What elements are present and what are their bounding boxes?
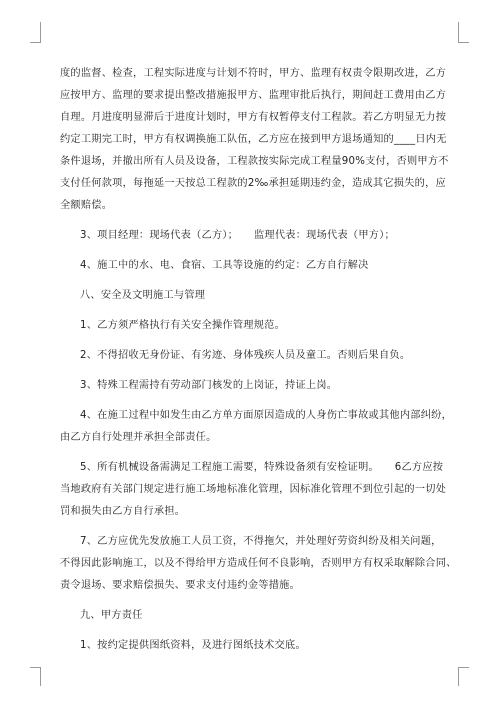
- section-heading-party-a: 九、甲方责任: [80, 610, 143, 621]
- crop-mark-bottom-left: [30, 667, 41, 686]
- text-line: 自理。月进度明显滞后于进度计划时，甲方有权暂停支付工程款。若乙方明显无力按: [60, 112, 447, 123]
- text-line: 4、在施工过程中如发生由乙方单方面原因造成的人身伤亡事故或其他内部纠纷，: [80, 410, 453, 421]
- text-line: 当地政府有关部门规定进行施工场地标准化管理，因标准化管理不到位引起的一切处: [60, 484, 447, 495]
- section-heading-safety: 八、安全及文明施工与管理: [80, 290, 206, 301]
- text-line: 由乙方自行处理并承担全部责任。: [60, 432, 217, 443]
- text-line: 支付任何款项，每拖延一天按总工程款的2‰承担延期违约金，造成其它损失的，应: [60, 178, 446, 189]
- safety-item-2: 2、不得招收无身份证、有劣迹、身体残疾人员及童工。否则后果自负。: [80, 350, 411, 361]
- safety-item-3: 3、特殊工程需持有劳动部门核发的上岗证，持证上岗。: [80, 380, 338, 391]
- crop-mark-top-left: [30, 22, 41, 43]
- party-a-item-1: 1、按约定提供图纸资料，及进行图纸技术交底。: [80, 640, 306, 651]
- safety-item-7: [60, 531, 457, 597]
- item-utilities: 4、施工中的水、电、食宿、工具等设施的约定：乙方自行解决: [80, 260, 369, 271]
- text-line: 全额赔偿。: [60, 200, 113, 211]
- item-project-manager: 3、项目经理：现场代表（乙方）； 监理代表：现场代表（甲方）；: [80, 230, 395, 241]
- text-line: 5、所有机械设备需满足工程施工需要，特殊设备须有安检证明。 6乙方应按: [80, 462, 444, 473]
- text-line: 度的监督、检查，工程实际进度与计划不符时，甲方、监理有权责令限期改进，乙方: [60, 68, 447, 79]
- text-line: 条件退场，并撤出所有人员及设备，工程款按实际完成工程量90%支付，否则甲方不: [60, 156, 449, 167]
- text-line: 7、乙方应优先发放施工人员工资，不得拖欠，并处理好劳资纠纷及相关问题，: [80, 536, 442, 547]
- crop-mark-top-right: [458, 22, 469, 43]
- text-line: 不得因此影响施工，以及不得给甲方造成任何不良影响，否则甲方有权采取解除合同、: [60, 558, 457, 569]
- safety-item-4: [60, 405, 453, 449]
- document-page: [60, 63, 457, 657]
- text-line: 罚和损失由乙方自行承担。: [60, 506, 186, 517]
- text-line: 应按甲方、监理的要求提出整改措施报甲方、监理审批后执行，期间赶工费用由乙方: [60, 90, 447, 101]
- text-line: 约定工期完工时，甲方有权调换施工队伍，乙方应在接到甲方退场通知的____日内无: [60, 134, 447, 145]
- text-line: 责令退场、要求赔偿损失、要求支付违约金等措施。: [60, 580, 301, 591]
- paragraph-schedule-control: [60, 63, 449, 217]
- crop-mark-bottom-right: [458, 667, 469, 686]
- safety-item-1: 1、乙方须严格执行有关安全操作管理规范。: [80, 320, 286, 331]
- safety-item-5-6: [60, 457, 447, 523]
